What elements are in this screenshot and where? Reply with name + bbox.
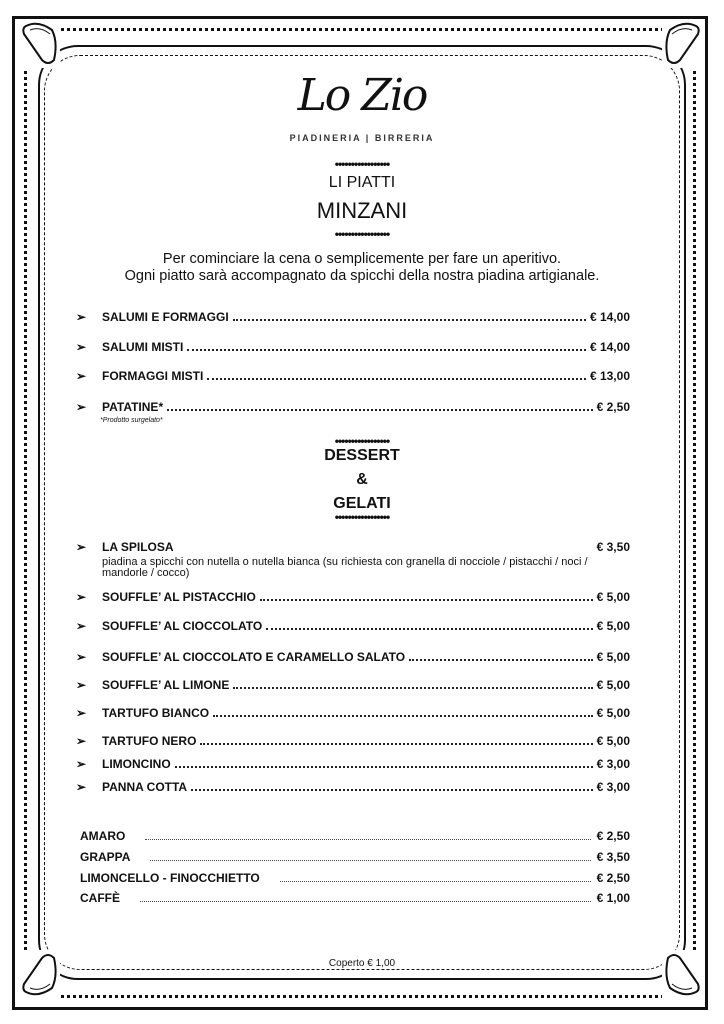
item-name: SOUFFLE’ AL CIOCCOLATO [102, 619, 263, 633]
item-name: AMARO [80, 829, 126, 843]
dot-leader [150, 860, 590, 861]
menu-item [76, 734, 630, 748]
item-price: € 2,50 [596, 829, 630, 843]
arrow-bullet-icon: ➢ [76, 400, 87, 414]
dot-leader [233, 319, 586, 321]
menu-item [76, 780, 630, 794]
item-name: CAFFÈ [80, 891, 120, 905]
item-price: € 5,00 [596, 619, 630, 633]
dot-leader [233, 687, 592, 689]
dot-leader [280, 881, 591, 882]
dot-separator: ••••••••••••••••• [334, 227, 390, 241]
arrow-bullet-icon: ➢ [76, 540, 87, 554]
item-price: € 14,00 [589, 340, 630, 354]
arrow-bullet-icon: ➢ [76, 734, 87, 748]
arrow-bullet-icon: ➢ [76, 780, 87, 794]
section-title: & [356, 471, 368, 488]
dot-leader [175, 766, 593, 768]
cover-charge: Coperto € 1,00 [328, 958, 396, 969]
item-price: € 5,00 [596, 590, 630, 604]
menu-item [76, 400, 630, 414]
item-name: TARTUFO BIANCO [102, 706, 210, 720]
item-description: piadina a spicchi con nutella o nutella bianca (su richiesta con granella di nocciole / pistacchi / noci / mandorle / cocco) [102, 556, 588, 579]
item-price: € 3,00 [596, 780, 630, 794]
arrow-bullet-icon: ➢ [76, 619, 87, 633]
menu-item [80, 871, 630, 885]
item-price: € 14,00 [589, 310, 630, 324]
item-name: SALUMI E FORMAGGI [102, 310, 229, 324]
item-name: TARTUFO NERO [102, 734, 197, 748]
item-name: LIMONCELLO - FINOCCHIETTO [80, 871, 260, 885]
item-price: € 2,50 [596, 871, 630, 885]
arrow-bullet-icon: ➢ [76, 678, 87, 692]
dot-leader [167, 409, 593, 411]
menu-item [76, 706, 630, 720]
arrow-bullet-icon: ➢ [76, 310, 87, 324]
dot-leader [200, 743, 592, 745]
menu-item [76, 619, 630, 633]
dot-separator: ••••••••••••••••• [334, 510, 390, 524]
intro-text: Ogni piatto sarà accompagnato da spicchi della nostra piadina artigianale. [124, 268, 600, 284]
section-title: MINZANI [316, 198, 408, 223]
intro-text: Per cominciare la cena o semplicemente per fare un aperitivo. [162, 251, 562, 267]
dot-leader [213, 715, 593, 717]
dot-leader [191, 789, 593, 791]
arrow-bullet-icon: ➢ [76, 369, 87, 383]
section-title: DESSERT [324, 447, 400, 464]
dot-separator: ••••••••••••••••• [334, 434, 390, 448]
item-name: SALUMI MISTI [102, 340, 184, 354]
logo: Lo Zio [297, 70, 427, 121]
item-name: SOUFFLE’ AL PISTACCHIO [102, 590, 256, 604]
item-price: € 5,00 [596, 734, 630, 748]
item-price: € 3,50 [596, 540, 630, 554]
item-price: € 5,00 [596, 678, 630, 692]
section-title: LI PIATTI [328, 174, 396, 191]
piadina-corner-icon [662, 20, 704, 68]
item-name: SOUFFLE’ AL CIOCCOLATO E CARAMELLO SALATO [102, 650, 406, 664]
dot-leader [187, 349, 586, 351]
item-price: € 13,00 [589, 369, 630, 383]
section-title: GELATI [333, 495, 391, 512]
item-price: € 5,00 [596, 650, 630, 664]
item-name: FORMAGGI MISTI [102, 369, 204, 383]
item-name: LIMONCINO [102, 757, 171, 771]
item-price: € 5,00 [596, 706, 630, 720]
subtitle: PIADINERIA | BIRRERIA [289, 133, 435, 143]
menu-item [76, 650, 630, 664]
menu-item [76, 678, 630, 692]
dot-leader [409, 659, 593, 661]
arrow-bullet-icon: ➢ [76, 706, 87, 720]
item-name: LA SPILOSA [102, 540, 174, 554]
dot-leader [140, 901, 591, 902]
dot-leader [145, 839, 590, 840]
item-name: PATATINE* [102, 400, 164, 414]
item-price: € 3,50 [596, 850, 630, 864]
menu-item [76, 757, 630, 771]
menu-item [76, 340, 630, 354]
menu-item [80, 850, 630, 864]
item-name: PANNA COTTA [102, 780, 188, 794]
dot-leader [207, 378, 586, 380]
menu-item [80, 891, 630, 905]
item-price: € 1,00 [596, 891, 630, 905]
arrow-bullet-icon: ➢ [76, 340, 87, 354]
dot-separator: ••••••••••••••••• [334, 157, 390, 171]
item-name: SOUFFLE’ AL LIMONE [102, 678, 230, 692]
item-note: *Prodotto surgelato* [100, 417, 163, 424]
piadina-corner-icon [18, 20, 60, 68]
dot-leader [266, 628, 592, 630]
dot-leader [260, 599, 593, 601]
arrow-bullet-icon: ➢ [76, 650, 87, 664]
item-price: € 3,00 [596, 757, 630, 771]
item-name: GRAPPA [80, 850, 131, 864]
item-price: € 2,50 [596, 400, 630, 414]
arrow-bullet-icon: ➢ [76, 590, 87, 604]
menu-item [76, 590, 630, 604]
menu-item [76, 540, 630, 554]
menu-item [76, 310, 630, 324]
arrow-bullet-icon: ➢ [76, 757, 87, 771]
menu-item [80, 829, 630, 843]
menu-item [76, 369, 630, 383]
